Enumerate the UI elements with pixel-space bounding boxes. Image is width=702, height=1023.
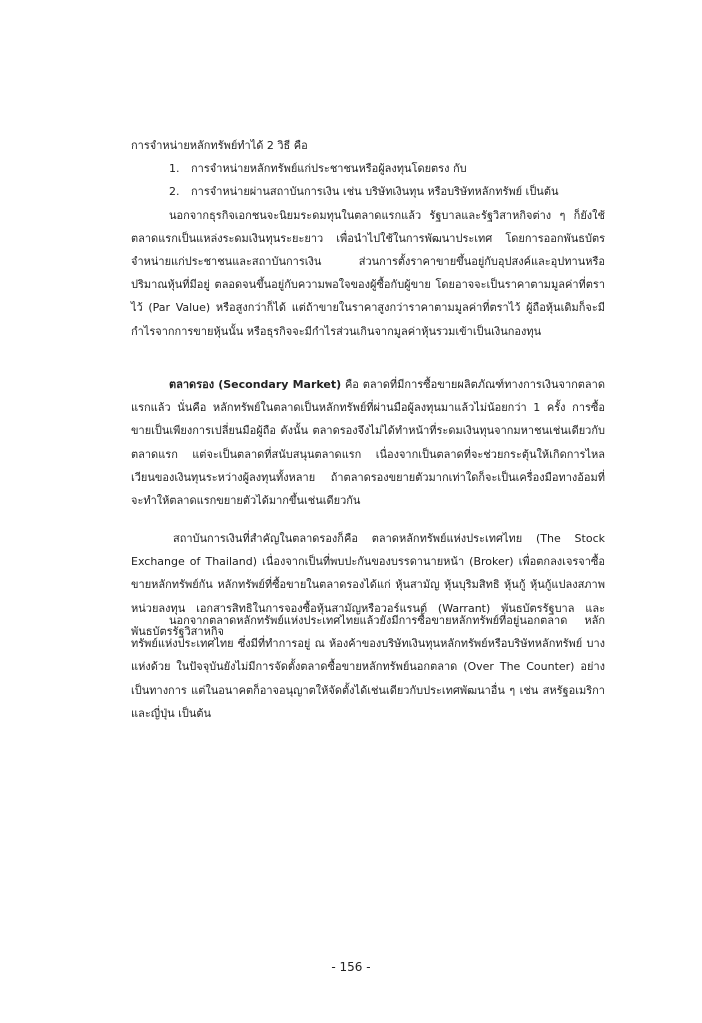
list-number: 1.: [169, 162, 180, 176]
list-text: การจำหน่ายผ่านสถาบันการเงิน เช่น บริษัทเงินทุน หรือบริษัทหลักทรัพย์ เป็นต้น: [191, 185, 559, 199]
list-number: 2.: [169, 185, 180, 199]
page-number: - 156 -: [331, 960, 371, 974]
paragraph-stock-exchange: สถาบันการเงินที่สำคัญในตลาดรองก็คือ ตลาดหลักทรัพย์แห่งประเทศไทย (The Stock Exchange of Thailand) เนื่องจากเป็นที่พบปะกันของบรรดานายหน้า (Broker) เพื่อตกลงเจรจาซื้อขายหลักทรัพย์กัน หลักทรัพย์ที่ซื้อขายในตลาดรองได้แก่ หุ้นสามัญ หุ้นบุริมสิทธิ หุ้นกู้ หุ้นกู้แปลงสภาพ หน่วยลงทุน เอกสารสิทธิในการจองซื้อหุ้นสามัญหรือวอร์แรนต์ (Warrant) พันธบัตรรัฐบาล และพันธบัตรรัฐวิสาหกิจ: [131, 532, 605, 638]
paragraph-over-the-counter: นอกจากตลาดหลักทรัพย์แห่งประเทศไทยแล้วยังมีการซื้อขายหลักทรัพย์ที่อยู่นอกตลาด หลักทรัพย์แห่งประเทศไทย ซึ่งมีที่ทำการอยู่ ณ ห้องค้าของบริษัทเงินทุนหลักทรัพย์หรือบริษัทหลักทรัพย์ บางแห่งด้วย ในปัจจุบันยังไม่มีการจัดตั้งตลาดซื้อขายหลักทรัพย์นอกตลาด (Over The Counter) อย่างเป็นทางการ แต่ในอนาคตก็อาจอนุญาตให้จัดตั้งได้เช่นเดียวกับประเทศพัฒนาอื่น ๆ เช่น สหรัฐอเมริกา และญี่ปุ่น เป็นต้น: [131, 614, 605, 720]
paragraph-government-funding: นอกจากธุรกิจเอกชนจะนิยมระดมทุนในตลาดแรกแล้ว รัฐบาลและรัฐวิสาหกิจต่าง ๆ ก็ยังใช้ตลาดแรกเป็นแหล่งระดมเงินทุนระยะยาว เพื่อนำไปใช้ในการพัฒนาประเทศ โดยการออกพันธบัตรจำหน่ายแก่ประชาชนและสถาบันการเงิน ส่วนการตั้งราคาขายขึ้นอยู่กับอุปสงค์และอุปทานหรือปริมาณหุ้นที่มีอยู่ ตลอดจนขึ้นอยู่กับความพอใจของผู้ซื้อกับผู้ขาย โดยอาจจะเป็นราคาตามมูลค่าที่ตราไว้ (Par Value) หรือสูงกว่าก็ได้ แต่ถ้าขายในราคาสูงกว่าราคาตามมูลค่าที่ตราไว้ ผู้ถือหุ้นเดิมก็จะมีกำไรจากการขายหุ้นนั้น หรือธุรกิจจะมีกำไรส่วนเกินจากมูลค่าหุ้นรวมเข้าเป็นเงินกองทุน: [131, 208, 605, 338]
secondary-market-text: คือ ตลาดที่มีการซื้อขายผลิตภัณฑ์ทางการเงินจากตลาดแรกแล้ว นั่นคือ หลักทรัพย์ในตลาดเป็นหลักทรัพย์ที่ผ่านมือผู้ลงทุนมาแล้วไม่น้อยกว่า 1 ครั้ง การซื้อขายเป็นเพียงการเปลี่ยนมือผู้ถือ ดังนั้น ตลาดรองจึงไม่ได้ทำหน้าที่ระดมเงินทุนจากมหาชนเช่นเดียวกับตลาดแรก แต่จะเป็นตลาดที่สนับสนุนตลาดแรก เนื่องจากเป็นตลาดที่จะช่วยกระตุ้นให้เกิดการไหลเวียนของเงินทุนระหว่างผู้ลงทุนทั้งหลาย ถ้าตลาดรองขยายตัวมากเท่าใดก็จะเป็นเครื่องมือทางอ้อมที่จะทำให้ตลาดแรกขยายตัวได้มากขึ้นเช่นเดียวกัน: [131, 378, 605, 508]
list-item-1: [131, 157, 605, 180]
term-secondary-market: ตลาดรอง (Secondary Market): [169, 378, 342, 391]
list-text: การจำหน่ายหลักทรัพย์แก่ประชาชนหรือผู้ลงทุนโดยตรง กับ: [191, 162, 467, 176]
list-item-2: [131, 180, 605, 203]
intro-line: การจำหน่ายหลักทรัพย์ทำได้ 2 วิธี คือ: [131, 139, 308, 152]
section-primary-market: [131, 134, 605, 343]
section-otc: [131, 609, 605, 725]
paragraph-secondary-market: [131, 373, 605, 512]
section-secondary-market: [131, 373, 605, 512]
